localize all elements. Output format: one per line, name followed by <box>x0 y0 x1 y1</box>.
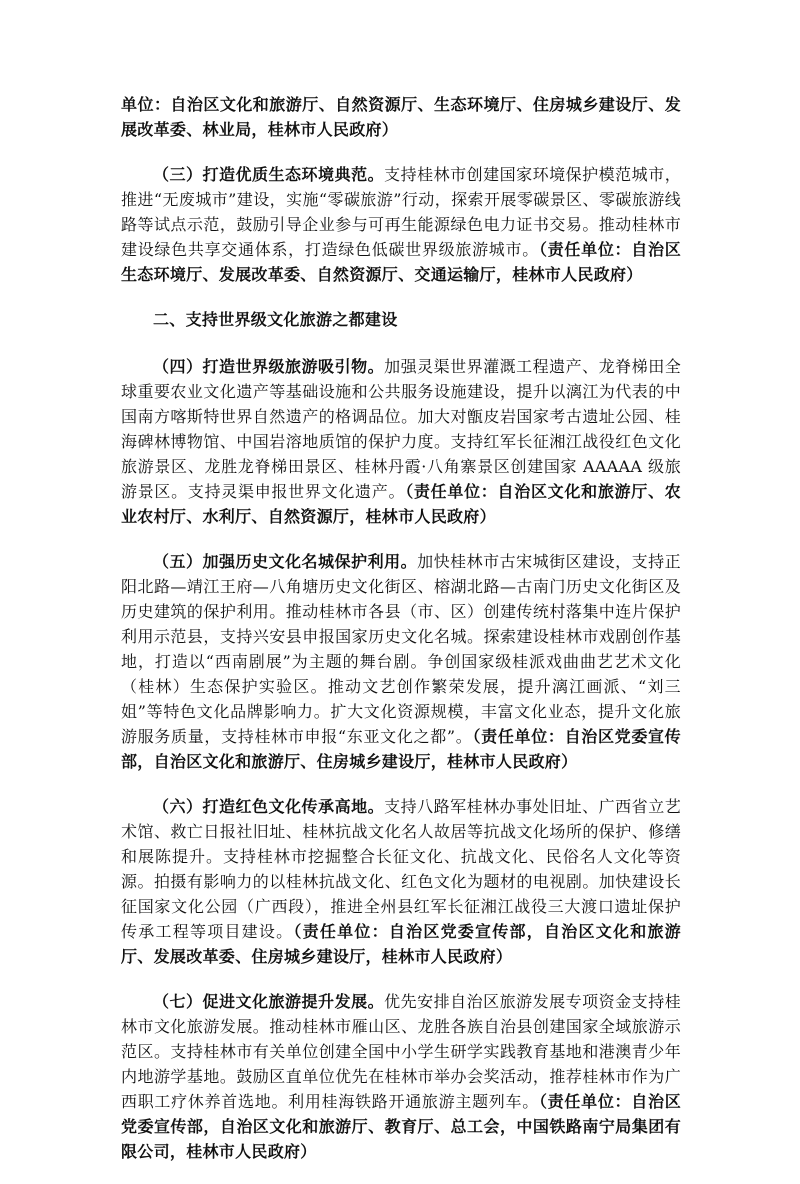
paragraph-7-body: 优先安排自治区旅游发展专项资金支持桂林市文化旅游发展。推动桂林市雁山区、龙胜各族自治县创建国家全域旅游示范区。支持桂林市有关单位创建全国中小学生研学实践教育基地和港澳青少年内地游学基地。鼓励区直单位优先在桂林市举办会奖活动，推荐桂林市作为广西职工疗休养首选地。利用桂海铁路开通旅游主题列车。 <box>121 992 681 1111</box>
paragraph-4 <box>121 354 681 529</box>
paragraph-5-title: （五）加强历史文化名城保护利用。 <box>153 552 418 571</box>
paragraph-4-title: （四）打造世界级旅游吸引物。 <box>153 357 385 376</box>
paragraph-6-responsibility: （责任单位：自治区党委宣传部，自治区文化和旅游厅、发展改革委、住房城乡建设厅，桂林市人民政府） <box>121 922 681 966</box>
paragraph-3-responsibility: （责任单位：自治区生态环境厅、发展改革委、自然资源厅、交通运输厅，桂林市人民政府） <box>121 240 681 284</box>
document-body <box>121 92 681 1184</box>
continuation-responsibility: 单位：自治区文化和旅游厅、自然资源厅、生态环境厅、住房城乡建设厅、发展改革委、林业局，桂林市人民政府） <box>121 95 681 139</box>
paragraph-7 <box>121 989 681 1164</box>
paragraph-5 <box>121 549 681 774</box>
paragraph-6-body: 支持八路军桂林办事处旧址、广西省立艺术馆、救亡日报社旧址、桂林抗战文化名人故居等抗战文化场所的保护、修缮和展陈提升。支持桂林市挖掘整合长征文化、抗战文化、民俗名人文化等资源。拍摄有影响力的以桂林抗战文化、红色文化为题材的电视剧。加快建设长征国家文化公园（广西段），推进全州县红军长征湘江战役三大渡口遗址保护传承工程等项目建设。 <box>121 797 681 941</box>
paragraph-5-responsibility: （责任单位：自治区党委宣传部，自治区文化和旅游厅、住房城乡建设厅，桂林市人民政府） <box>121 727 681 771</box>
paragraph-3-body: 支持桂林市创建国家环境保护模范城市，推进“无废城市”建设，实施“零碳旅游”行动，探索开展零碳景区、零碳旅游线路等试点示范，鼓励引导企业参与可再生能源绿色电力证书交易。推动桂林市建设绿色共享交通体系，打造绿色低碳世界级旅游城市。 <box>121 165 681 259</box>
section-heading-2: 二、支持世界级文化旅游之都建设 <box>153 310 398 329</box>
paragraph-5-body: 加快桂林市古宋城街区建设，支持正阳北路—靖江王府—八角塘历史文化街区、榕湖北路—古南门历史文化街区及历史建筑的保护利用。推动桂林市各县（市、区）创建传统村落集中连片保护利用示范县，支持兴安县申报国家历史文化名城。探索建设桂林市戏剧创作基地，打造以“西南剧展”为主题的舞台剧。争创国家级桂派戏曲曲艺艺术文化（桂林）生态保护实验区。推动文艺创作繁荣发展，提升漓江画派、“刘三姐”等特色文化品牌影响力。扩大文化资源规模，丰富文化业态，提升文化旅游服务质量，支持桂林市申报“东亚文化之都”。 <box>121 552 681 746</box>
paragraph-6-title: （六）打造红色文化传承高地。 <box>153 797 385 816</box>
paragraph-3-title: （三）打造优质生态环境典范。 <box>153 165 385 184</box>
paragraph-3 <box>121 162 681 287</box>
paragraph-7-responsibility: （责任单位：自治区党委宣传部，自治区文化和旅游厅、教育厅、总工会，中国铁路南宁局集团有限公司，桂林市人民政府） <box>121 1092 681 1161</box>
paragraph-7-title: （七）促进文化旅游提升发展。 <box>153 992 385 1011</box>
paragraph-4-body: 加强灵渠世界灌溉工程遗产、龙脊梯田全球重要农业文化遗产等基础设施和公共服务设施建设，提升以漓江为代表的中国南方喀斯特世界自然遗产的格调品位。加大对甑皮岩国家考古遗址公园、桂海碑林博物馆、中国岩溶地质馆的保护力度。支持红军长征湘江战役红色文化旅游景区、龙胜龙脊梯田景区、桂林丹霞·八角寨景区创建国家 AAAAA 级旅游景区。支持灵渠申报世界文化遗产。 <box>121 357 681 501</box>
paragraph-6 <box>121 794 681 969</box>
paragraph-4-responsibility: （责任单位：自治区文化和旅游厅、农业农村厅、水利厅、自然资源厅，桂林市人民政府） <box>121 482 681 526</box>
